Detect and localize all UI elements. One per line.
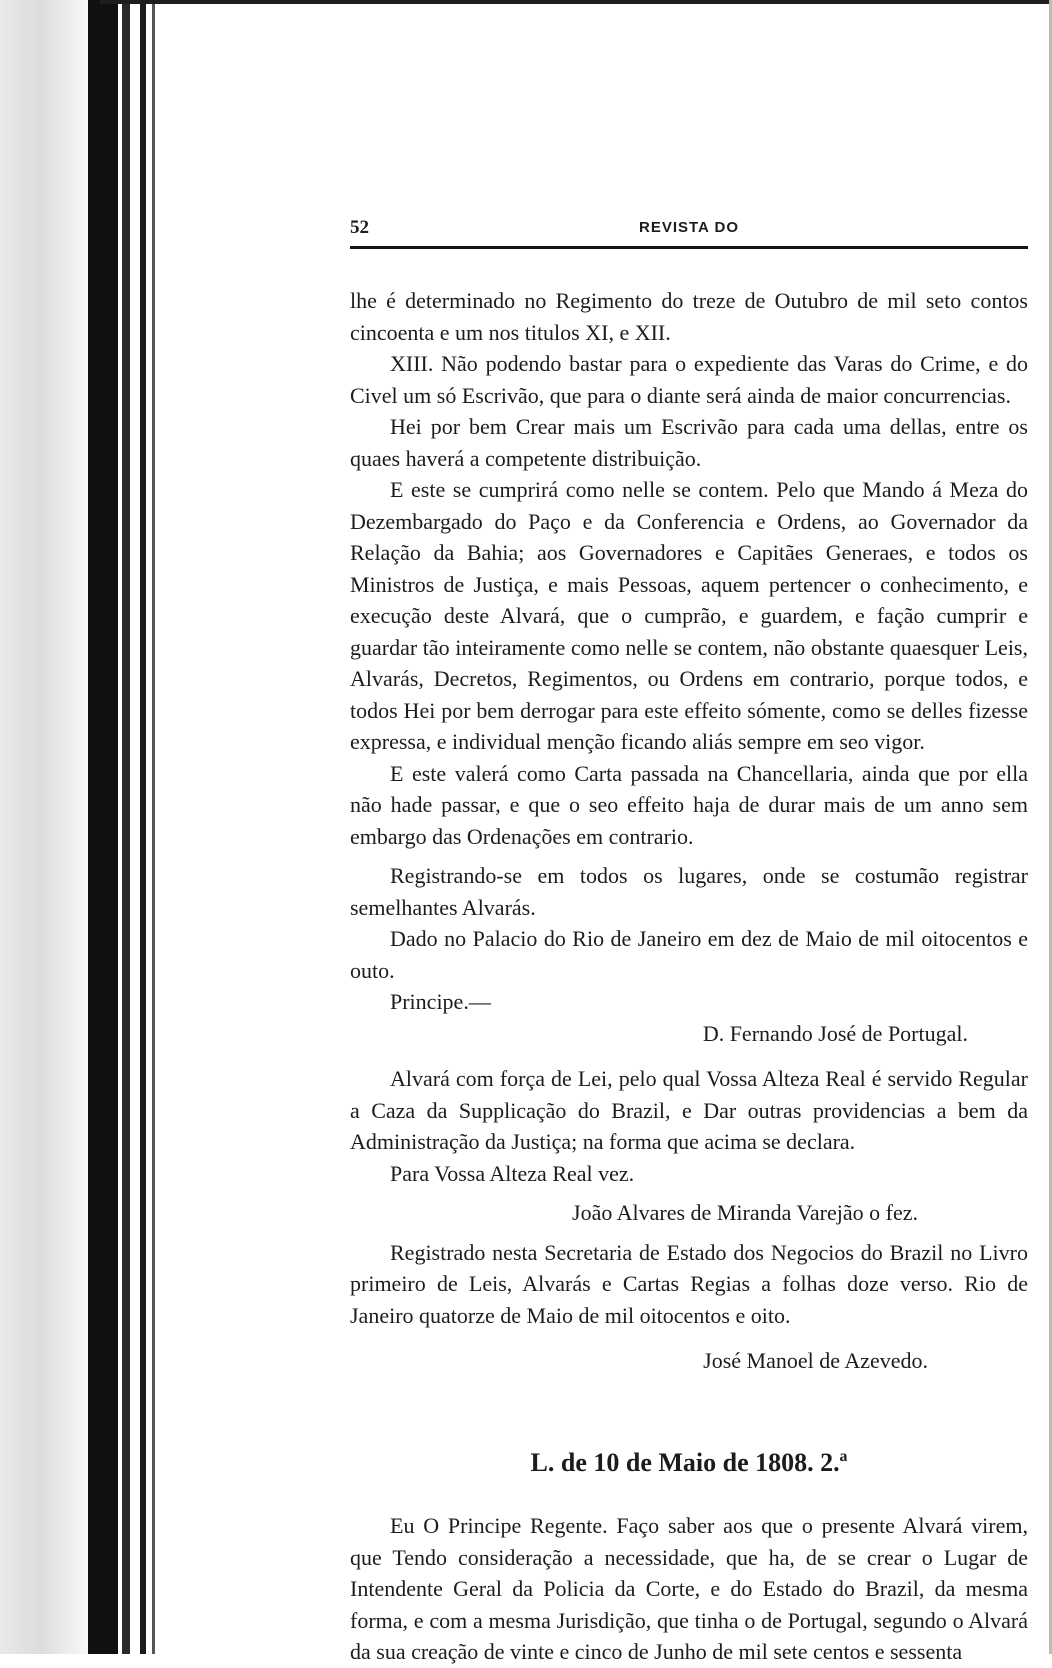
paragraph: Para Vossa Alteza Real vez.	[390, 1160, 635, 1186]
document-body	[350, 285, 1028, 1377]
binding-edge-line	[152, 0, 155, 1654]
signature: José Manoel de Azevedo.	[703, 1348, 928, 1373]
page-top-edge	[100, 0, 1052, 4]
paragraph: E este valerá como Carta passada na Chancellaria, ainda que por ella não hade passar, e que o seo effeito haja de durar mais de um anno sem embargo das Ordenações em contrario.	[350, 760, 1028, 849]
page-header	[350, 215, 1028, 245]
paragraph: XIII. Não podendo bastar para o expediente das Varas do Crime, e do Civel um só Escrivão, que para o diante será ainda de maior concurrencias.	[350, 351, 1028, 408]
paragraph: Dado no Palacio do Rio de Janeiro em dez de Maio de mil oitocentos e outo.	[350, 926, 1028, 983]
signature: D. Fernando José de Portugal.	[702, 1020, 968, 1046]
page-number: 52	[350, 217, 369, 238]
paragraph: Registrado nesta Secretaria de Estado dos Negocios do Brazil no Livro primeiro de Leis, Alvarás e Cartas Regias a folhas doze verso. Rio de Janeiro quatorze de Maio de mil oitocentos e oito.	[350, 1239, 1028, 1328]
paragraph: Registrando-se em todos os lugares, onde se costumão registrar semelhantes Alvarás.	[350, 863, 1028, 920]
header-rule	[350, 246, 1028, 249]
paragraph: E este se cumprirá como nelle se contem. Pelo que Mando á Meza do Dezembargado do Paço e da Conferencia e Ordens, ao Governador da Relação da Bahia; aos Governadores e Capitães Generaes, e todos os Ministros de Justiça, e mais Pessoas, aquem pertencer o conhecimento, e execução deste Alvará, que o cumprão, e guardem, e fação cumprir e guardar tão inteiramente como nelle se contem, não obstante quaesquer Leis, Alvarás, Decretos, Regimentos, ou Ordens em contrario, porque todos, e todos Hei por bem derrogar para este effeito sómente, como se delles fizesse expressa, e individual menção ficando aliás sempre em seo vigor.	[350, 477, 1028, 754]
section-heading: L. de 10 de Maio de 1808. 2.ª	[530, 1448, 848, 1477]
paragraph: Principe.—	[390, 989, 491, 1014]
paragraph: Alvará com força de Lei, pelo qual Vossa Alteza Real é servido Regular a Caza da Supplicação do Brazil, e Dar outras providencias a bem da Administração da Justiça; na forma que acima se declara.	[350, 1066, 1028, 1154]
paragraph: Hei por bem Crear mais um Escrivão para cada uma dellas, entre os quaes haverá a competente distribuição.	[350, 414, 1028, 471]
paragraph: lhe é determinado no Regimento do treze de Outubro de mil seto contos cincoenta e um nos titulos XI, e XII.	[350, 288, 1028, 345]
binding-edge-line	[140, 0, 146, 1654]
binding-edge	[88, 0, 118, 1654]
running-head: REVISTA DO	[638, 219, 739, 236]
binding-edge-line	[122, 0, 130, 1654]
section-body	[350, 1510, 1028, 1668]
paragraph: Eu O Principe Regente. Faço saber aos que o presente Alvará virem, que Tendo consideração a necessidade, que ha, de se crear o Lugar de Intendente Geral da Policia da Corte, e do Estado do Brazil, da mesma forma, e com a mesma Jurisdição, que tinha o de Portugal, segundo o Alvará da sua creação de vinte e cinco de Junho de mil sete centos e sessenta	[350, 1513, 1028, 1664]
signature: João Alvares de Miranda Varejão o fez.	[572, 1200, 918, 1225]
book-spine-shadow	[0, 0, 160, 1654]
